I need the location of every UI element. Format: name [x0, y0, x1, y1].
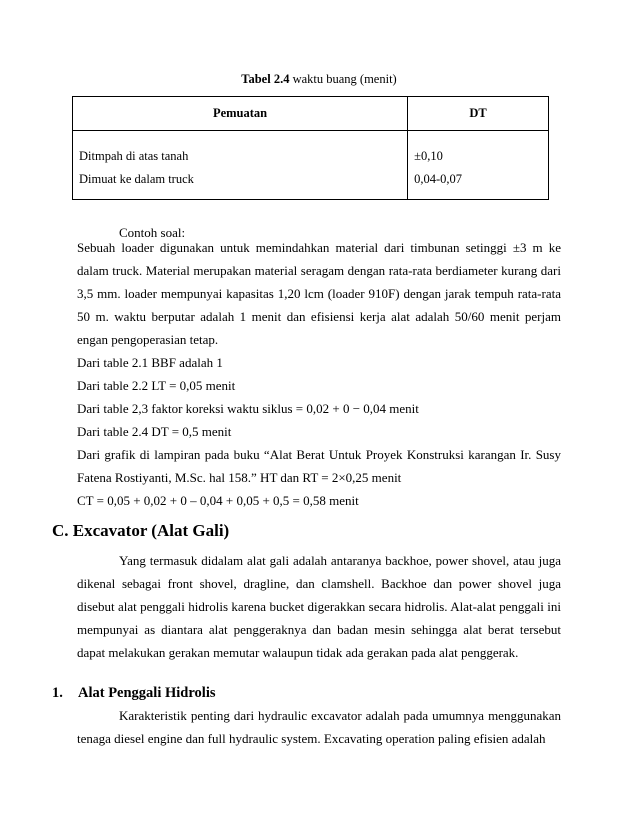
pemuatan-value: Ditmpah di atas tanah [79, 149, 189, 163]
subsection-heading [52, 683, 216, 703]
example-line: Dari table 2.1 BBF adalah 1 [77, 355, 223, 370]
table-caption [0, 71, 638, 87]
header-dt: DT [408, 97, 549, 131]
subsection-number: 1. [52, 685, 63, 701]
section-c-paragraph: Yang termasuk didalam alat gali adalah antaranya backhoe, power shovel, atau juga dikenal sebagai front shovel, dragline, dan clamshell. Backhoe dan power shovel juga disebut alat penggali hidrolis karena bucket digerakkan secara hidrolis. Alat-alat penggali ini mempunyai as diantara alat penggeraknya dan badan mesin sehingga alat berat tersebut dapat melakukan gerakan memutar walaupun tidak ada gerakan pada alat penggerak. [77, 553, 561, 660]
section-c-body [77, 549, 561, 664]
subsection-title: Alat Penggali Hidrolis [78, 685, 216, 701]
table-header-row [73, 97, 549, 131]
example-line: Dari table 2.4 DT = 0,5 menit [77, 424, 232, 439]
subsection-body [77, 704, 561, 750]
section-heading-excavator: C. Excavator (Alat Gali) [52, 521, 230, 540]
table-caption-text: waktu buang (menit) [289, 72, 397, 86]
example-line: Dari table 2.2 LT = 0,05 menit [77, 378, 236, 393]
dump-time-table [72, 96, 549, 200]
table-row [73, 131, 549, 200]
example-ct: CT = 0,05 + 0,02 + 0 – 0,04 + 0,05 + 0,5 = 0,58 menit [77, 493, 359, 508]
header-pemuatan: Pemuatan [73, 97, 408, 131]
example-title: Contoh soal: [119, 225, 186, 240]
dt-cell [408, 131, 549, 200]
pemuatan-cell [73, 131, 408, 200]
example-paragraph: Sebuah loader digunakan untuk memindahkan material dari timbunan setinggi ±3 m ke dalam truck. Material merupakan material seragam dengan rata-rata berdiameter kurang dari 3,5 mm. loader mempunyai kapasitas 1,20 lcm (loader 910F) dengan jarak tempuh rata-rata 50 m. waktu berputar adalah 1 menit dan efisiensi kerja alat adalah 50/60 menit perjam engan pengoperasian tetap. [77, 240, 561, 347]
pemuatan-value: Dimuat ke dalam truck [79, 172, 194, 186]
subsection-paragraph: Karakteristik penting dari hydraulic excavator adalah pada umumnya menggunakan tenaga diesel engine dan full hydraulic system. Excavating operation paling efisien adalah [77, 708, 561, 746]
example-line: Dari table 2,3 faktor koreksi waktu siklus = 0,02 + 0 − 0,04 menit [77, 401, 419, 416]
example-section [77, 236, 561, 512]
dt-value: 0,04-0,07 [414, 172, 462, 186]
dt-value: ±0,10 [414, 149, 443, 163]
example-grafik: Dari grafik di lampiran pada buku “Alat Berat Untuk Proyek Konstruksi karangan Ir. Susy Fatena Rostiyanti, M.Sc. hal 158.” HT dan RT = 2×0,25 menit [77, 447, 561, 485]
table-caption-label: Tabel 2.4 [241, 72, 290, 86]
